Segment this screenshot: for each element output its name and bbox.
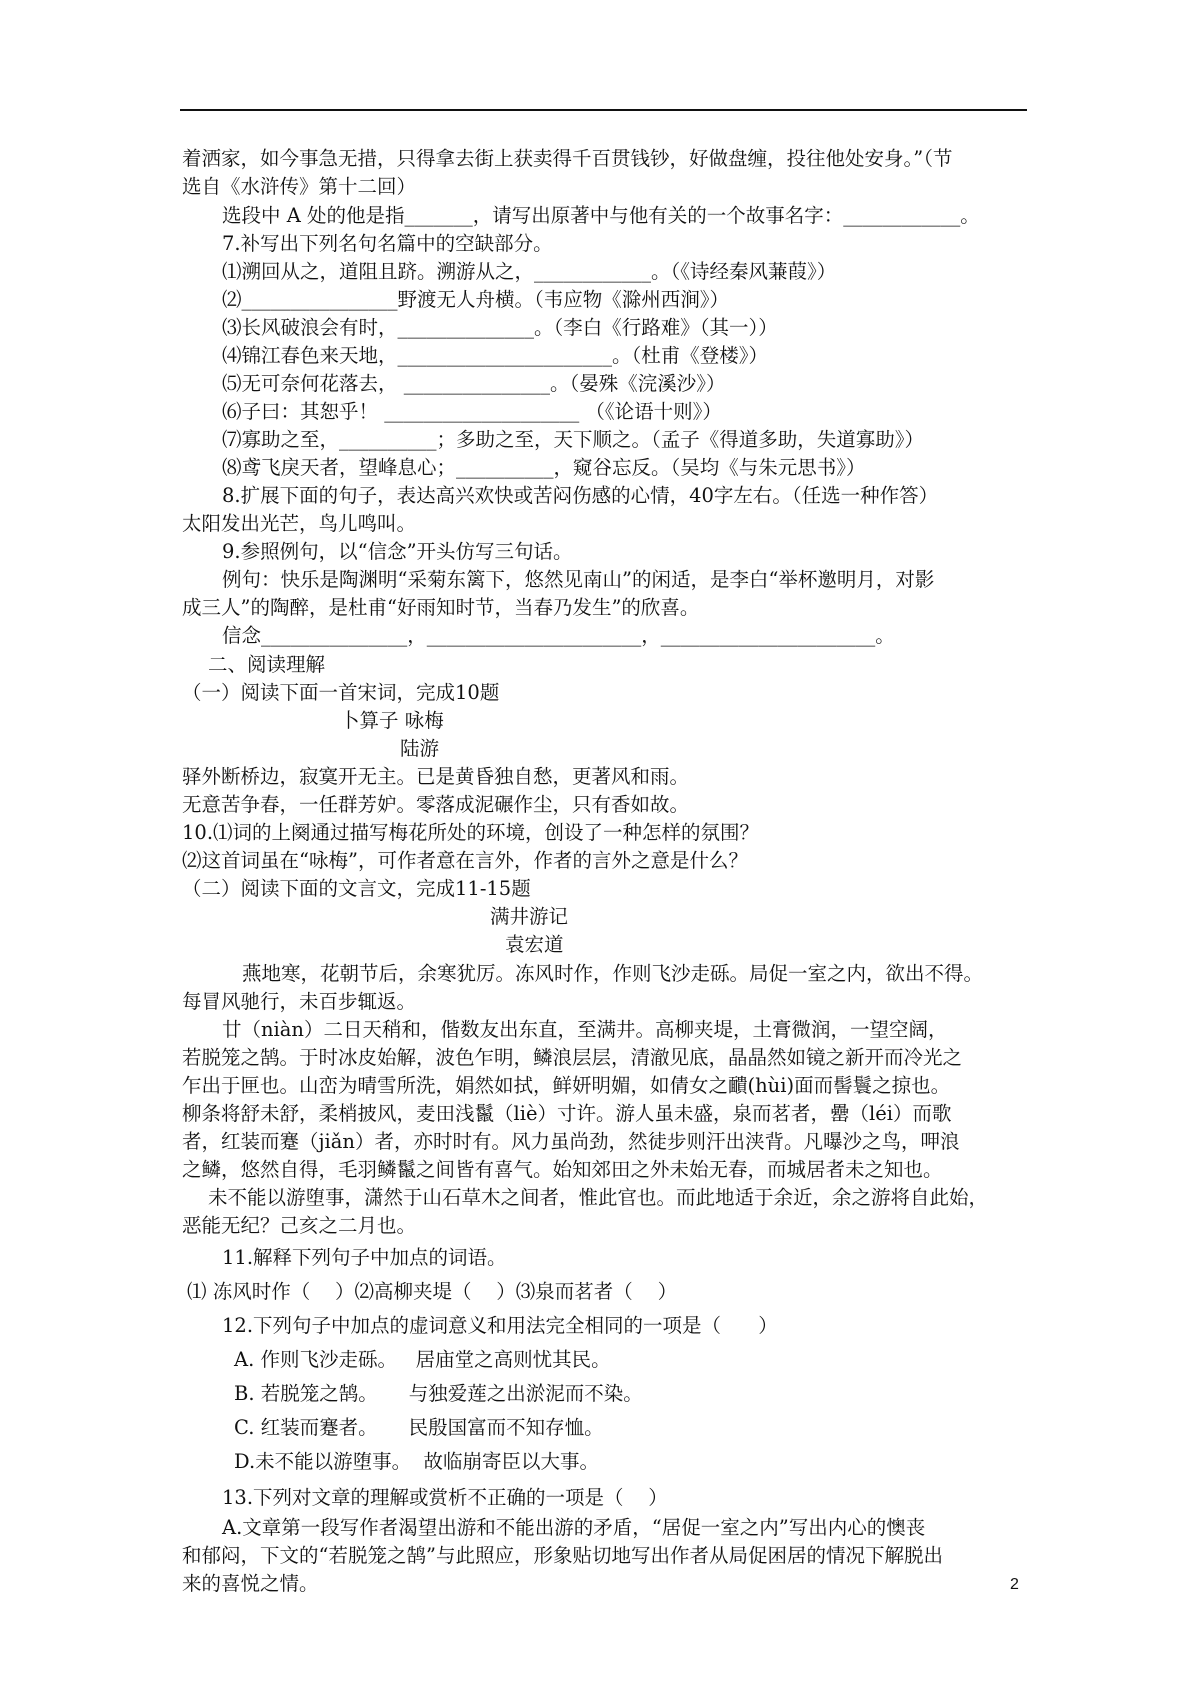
fill-blank-3: ⑶长风破浪会有时，______________。（李白《行路难》（其一）） (222, 316, 778, 339)
question-12: 12.下列句子中加点的虚词意义和用法完全相同的一项是（ ） (222, 1314, 778, 1337)
fill-blank-6: ⑹子曰：其恕乎！ ____________________ （《论语十则》） (222, 400, 722, 423)
essay-paragraph: 每冒风驰行，未百步辄返。 (182, 990, 417, 1013)
essay-paragraph: 未不能以游堕事，潇然于山石草木之间者，惟此官也。而此地适于余近，余之游将自此始， (208, 1186, 989, 1209)
choice-b: B. 若脱笼之鹄。 与独爱莲之出淤泥而不染。 (234, 1382, 643, 1405)
text-line: 选自《水浒传》第十二回） (182, 175, 417, 198)
text-line: 着洒家，如今事急无措，只得拿去街上获卖得千百贯钱钞，好做盘缠，投往他处安身。”（节 (182, 147, 953, 170)
question-10-part-2: ⑵这首词虽在“咏梅”，可作者意在言外，作者的言外之意是什么？ (182, 849, 748, 872)
question-11: 11.解释下列句子中加点的词语。 (222, 1246, 507, 1269)
essay-paragraph: 之鳞，悠然自得，毛羽鳞鬣之间皆有喜气。始知郊田之外未始无春，而城居者未之知也。 (182, 1158, 943, 1181)
example-sentence: 例句：快乐是陶渊明“采菊东篱下，悠然见南山”的闲适，是李白“举杯邀明月，对影 (222, 568, 935, 591)
fill-blank-8: ⑻鸢飞戾天者，望峰息心；__________，窥谷忘反。（吴均《与朱元思书》） (222, 456, 866, 479)
fill-blank-5: ⑸无可奈何花落去， _______________。（晏殊《浣溪沙》） (222, 372, 726, 395)
essay-paragraph: 廿（niàn）二日天稍和，偕数友出东直，至满井。高柳夹堤，土膏微润，一望空阔， (222, 1018, 948, 1041)
fill-blank-4: ⑷锦江春色来天地，______________________。（杜甫《登楼》） (222, 344, 769, 367)
poem-title: 卜算子 咏梅 (340, 709, 444, 732)
essay-paragraph: 乍出于匣也。山峦为晴雪所洗，娟然如拭，鲜妍明媚，如倩女之靧(hùi)面而髻鬟之掠也。 (182, 1074, 951, 1097)
text-line: 太阳发出光芒，鸟儿鸣叫。 (182, 512, 417, 535)
choice-a-text: 和郁闷，下文的“若脱笼之鹄”与此照应，形象贴切地写出作者从局促困居的情况下解脱出 (182, 1544, 943, 1567)
poem-line: 无意苦争春，一任群芳妒。零落成泥碾作尘，只有香如故。 (182, 793, 690, 816)
section-heading: 二、阅读理解 (208, 653, 326, 676)
subsection-heading: （二）阅读下面的文言文，完成11-15题 (182, 877, 531, 900)
page-number: 2 (1010, 1576, 1019, 1593)
essay-paragraph: 者，红装而蹇（jiǎn）者，亦时时有。风力虽尚劲，然徒步则汗出浃背。凡曝沙之鸟，呷浪 (182, 1130, 960, 1153)
essay-paragraph: 燕地寒，花朝节后，余寒犹厉。冻风时作，作则飞沙走砾。局促一室之内，欲出不得。 (242, 962, 984, 985)
fill-blank-2: ⑵________________野渡无人舟横。（韦应物《滁州西涧》） (222, 288, 730, 311)
essay-paragraph: 若脱笼之鹄。于时冰皮始解，波色乍明，鳞浪层层，清澈见底，晶晶然如镜之新开而冷光之 (182, 1046, 963, 1069)
question-7-heading: 7.补写出下列名句名篇中的空缺部分。 (222, 232, 553, 255)
question-13: 13.下列对文章的理解或赏析不正确的一项是（ ） (222, 1486, 668, 1509)
question-11-items: ⑴ 冻风时作（ ）⑵高柳夹堤（ ）⑶泉而茗者（ ） (187, 1280, 678, 1303)
poem-author: 陆游 (400, 737, 440, 760)
header-rule (180, 109, 1027, 111)
choice-c: C. 红装而蹇者。 民殷国富而不知存恤。 (234, 1416, 604, 1439)
essay-author: 袁宏道 (505, 933, 564, 956)
fill-blank-7: ⑺寡助之至，__________；多助之至，天下顺之。（孟子《得道多助，失道寡助》） (222, 428, 925, 451)
subsection-heading: （一）阅读下面一首宋词，完成10题 (182, 681, 500, 704)
text-line: 选段中 A 处的他是指_______，请写出原著中与他有关的一个故事名字：____________。 (222, 204, 980, 227)
poem-line: 驿外断桥边，寂寞开无主。已是黄昏独自愁，更著风和雨。 (182, 765, 690, 788)
choice-a-text: 来的喜悦之情。 (182, 1572, 319, 1595)
choice-a: A. 作则飞沙走砾。 居庙堂之高则忧其民。 (234, 1348, 611, 1371)
essay-paragraph: 柳条将舒未舒，柔梢披风，麦田浅鬣（liè）寸许。游人虽未盛，泉而茗者，罍（léi）而歌 (182, 1102, 952, 1125)
question-9: 9.参照例句，以“信念”开头仿写三句话。 (222, 540, 573, 563)
essay-title: 满井游记 (490, 905, 569, 928)
choice-a-text: A.文章第一段写作者渴望出游和不能出游的矛盾，“居促一室之内”写出内心的懊丧 (222, 1516, 926, 1539)
question-10: 10.⑴词的上阕通过描写梅花所处的环境，创设了一种怎样的氛围？ (182, 821, 760, 844)
question-8: 8.扩展下面的句子，表达高兴欢快或苦闷伤感的心情，40字左右。（任选一种作答） (222, 484, 939, 507)
imitation-blank: 信念_______________，______________________，______________________。 (222, 624, 895, 647)
fill-blank-1: ⑴溯回从之，道阻且跻。溯游从之，____________。（《诗经秦风蒹葭》） (222, 260, 837, 283)
text-line: 成三人”的陶醉，是杜甫“好雨知时节，当春乃发生”的欣喜。 (182, 596, 700, 619)
choice-d: D.未不能以游堕事。 故临崩寄臣以大事。 (234, 1450, 600, 1473)
essay-paragraph: 恶能无纪？己亥之二月也。 (182, 1214, 417, 1237)
